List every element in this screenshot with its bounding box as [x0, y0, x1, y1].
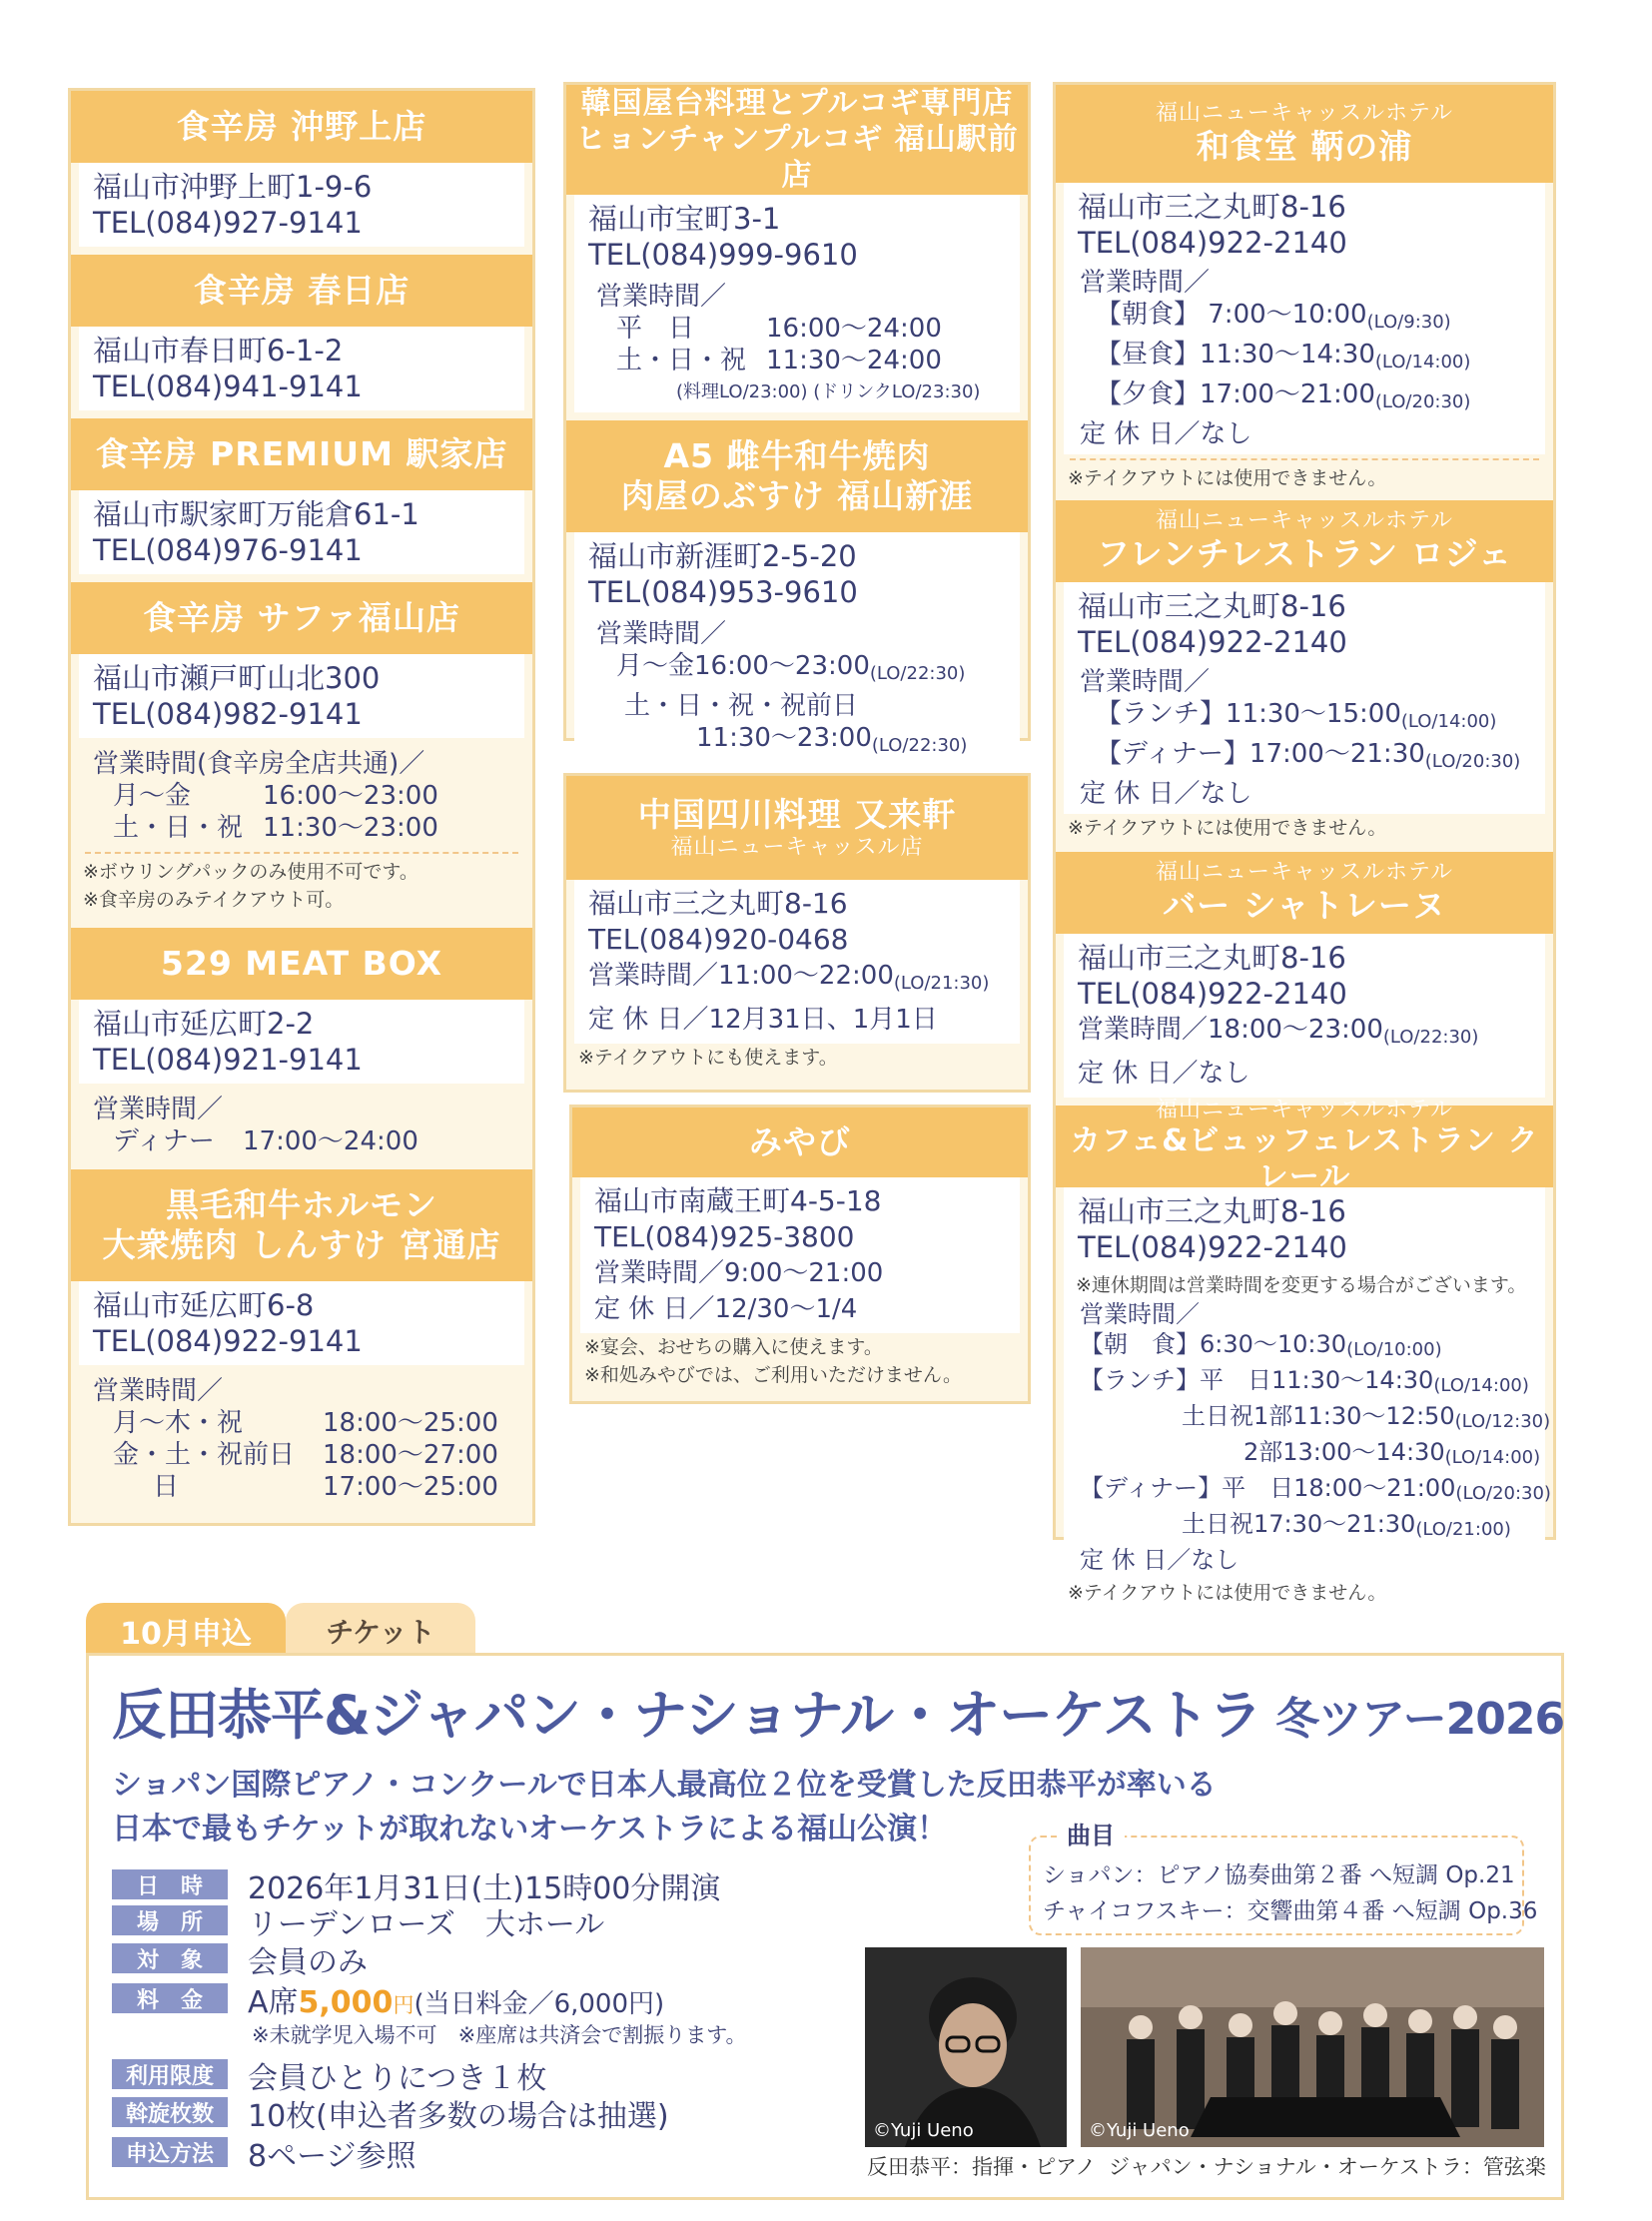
- store-column-2: [563, 82, 1031, 756]
- store-subname: 福山ニューキャッスルホテル: [1156, 508, 1453, 533]
- hours-heading: 営業時間／: [93, 1095, 224, 1124]
- store-column-2b: [563, 773, 1031, 1093]
- hours-time: 18:00～27:00: [323, 1440, 498, 1470]
- store-address: 福山市三之丸町8-16: [588, 887, 848, 920]
- store-name: 食辛房 サファ福山店: [143, 598, 460, 638]
- conductor-portrait-image: [865, 1947, 1067, 2147]
- hours-time: 【ディナー】17:00～21:30: [1096, 739, 1425, 769]
- store-header: [1056, 852, 1553, 934]
- store-note: ※宴会、おせちの購入に使えます。: [584, 1336, 883, 1358]
- store-address: 福山市宝町3-1: [588, 202, 781, 236]
- label-target: 対 象: [112, 1943, 228, 1973]
- label-limit: 利用限度: [112, 2059, 228, 2089]
- last-order-note: (LO/20:30): [1424, 751, 1521, 772]
- store-address: 福山市三之丸町8-16: [1078, 190, 1346, 224]
- last-order-note: (LO/22:30): [869, 663, 966, 684]
- store-note: ※テイクアウトには使用できません。: [1068, 467, 1387, 489]
- store-name: 韓国屋台料理とプルコギ専門店: [580, 86, 1014, 121]
- store-note: ※ボウリングパックのみ使用不可です。: [83, 861, 418, 883]
- store-note: ※食辛房のみテイクアウト可。: [83, 889, 345, 911]
- store-info: [1064, 183, 1545, 267]
- store-tel: TEL(084)976-9141: [93, 533, 363, 567]
- concert-title: [112, 1673, 1564, 1750]
- store-subname: 福山ニューキャッスルホテル: [1156, 1097, 1453, 1122]
- store-info: [79, 1000, 524, 1084]
- store-hours: [574, 616, 1020, 766]
- hours-day: 平 日: [616, 314, 695, 344]
- store-name: ヒョンチャンプルコギ 福山駅前店: [575, 122, 1019, 193]
- store-header: [566, 85, 1028, 195]
- hours-heading: 営業時間／: [93, 1376, 224, 1406]
- hours-heading: 営業時間／: [1080, 1300, 1200, 1328]
- price-note: ※未就学児入場不可: [252, 2023, 437, 2047]
- hours-day: 土・日・祝・祝前日: [624, 691, 859, 721]
- program-box: [1029, 1836, 1538, 1935]
- store-info: [79, 1281, 524, 1365]
- lead-text: 日本で最もチケットが取れないオーケストラによる福山公演！: [112, 1812, 948, 1847]
- store-name: 食辛房 沖野上店: [176, 107, 427, 147]
- store-note: ※連休期間は営業時間を変更する場合がございます。: [1064, 1271, 1545, 1299]
- label-venue: 場 所: [112, 1905, 228, 1935]
- event-limit: 会員ひとりにつき１枚: [248, 2061, 547, 2096]
- store-address: 福山市三之丸町8-16: [1078, 941, 1346, 975]
- store-header: [71, 418, 532, 490]
- hours-heading: 営業時間(食辛房全店共通)／: [93, 749, 425, 779]
- store-address: 福山市沖野上町1-9-6: [93, 170, 373, 204]
- store-name: バー シャトレーヌ: [1163, 886, 1446, 926]
- store-header: [1056, 85, 1553, 183]
- store-header: [71, 1169, 532, 1281]
- hours-time: 【朝 食】6:30～10:30: [1080, 1330, 1347, 1358]
- hours-time: 土日祝17:30～21:30: [1182, 1510, 1416, 1538]
- store-name: 食辛房 春日店: [193, 271, 411, 311]
- hours-day: 土・日・祝: [616, 346, 747, 375]
- program-item: チャイコフスキー：交響曲第４番 へ短調 Op.36: [1043, 1898, 1538, 1924]
- last-order-note: (LO/21:30): [893, 973, 990, 994]
- category-tab-label: チケット: [326, 1616, 435, 1649]
- store-header: [71, 928, 532, 1000]
- store-address: 福山市延広町2-2: [93, 1007, 315, 1041]
- hours-day: 月～木・祝: [113, 1408, 244, 1438]
- event-target: 会員のみ: [248, 1945, 368, 1980]
- store-address: 福山市三之丸町8-16: [1078, 1194, 1346, 1228]
- store-tel: TEL(084)920-0468: [588, 923, 849, 956]
- last-order-note: (LO/20:30): [1374, 391, 1471, 412]
- store-name: フレンチレストラン ロジェ: [1096, 534, 1513, 574]
- store-header: [1056, 500, 1553, 582]
- price-notes: [252, 2019, 747, 2049]
- store-note: ※和処みやびでは、ご利用いただけません。: [584, 1364, 963, 1386]
- event-date: 2026年1月31日(土)15時00分開演: [248, 1871, 721, 1906]
- store-tel: TEL(084)921-9141: [93, 1043, 363, 1077]
- last-order-note: (LO/14:00): [1444, 1447, 1541, 1468]
- last-order-note: (LO/14:00): [1374, 352, 1471, 372]
- divider: [85, 852, 518, 854]
- store-hours: [574, 279, 1020, 412]
- last-order-note: (LO/14:00): [1433, 1375, 1529, 1396]
- store-name: みやび: [749, 1122, 851, 1162]
- category-tab: [286, 1603, 475, 1659]
- hours-time: 【ランチ】11:30～15:00: [1096, 699, 1401, 729]
- holiday: 定 休 日／12月31日、1月1日: [588, 1005, 938, 1035]
- hours-time: 17:00～25:00: [323, 1472, 498, 1502]
- last-order-note: (LO/21:00): [1415, 1519, 1511, 1540]
- program-heading: 曲目: [1057, 1816, 1125, 1851]
- hours-day: 月～金: [113, 781, 192, 811]
- store-subname: 福山ニューキャッスルホテル: [1156, 860, 1453, 885]
- hours-time: 11:30～24:00: [766, 346, 942, 375]
- photo-caption: ジャパン・ナショナル・オーケストラ：管弦楽: [1109, 2155, 1546, 2179]
- store-address: 福山市三之丸町8-16: [1078, 589, 1346, 623]
- hours-heading: 営業時間／: [1080, 667, 1211, 697]
- last-order-note: (LO/14:00): [1400, 711, 1497, 732]
- store-name: 和食堂 鞆の浦: [1196, 127, 1413, 167]
- last-order-note: (LO/22:30): [1382, 1027, 1479, 1048]
- store-info: [574, 532, 1020, 616]
- store-address: 福山市延広町6-8: [93, 1288, 315, 1322]
- last-order-note: (LO/10:00): [1346, 1339, 1442, 1360]
- price-seat: A席: [248, 1985, 299, 2020]
- store-header: [71, 582, 532, 654]
- store-header: [1056, 1097, 1553, 1195]
- store-hours: [1064, 666, 1545, 814]
- store-column-2c: [569, 1105, 1031, 1404]
- hours-heading: 営業時間／: [1080, 268, 1211, 298]
- store-name: 529 MEAT BOX: [160, 944, 443, 984]
- label-apply: 申込方法: [112, 2137, 228, 2167]
- store-hours: [71, 738, 532, 848]
- store-info: [580, 1177, 1020, 1333]
- hours-day: 金・土・祝前日: [113, 1440, 296, 1470]
- month-tab-label: 10月申込: [120, 1617, 252, 1652]
- conductor-photo: [865, 1947, 1067, 2147]
- store-note: ※テイクアウトには使用できません。: [1068, 817, 1387, 839]
- hours-time: 土日祝1部11:30～12:50: [1182, 1402, 1455, 1430]
- store-header: [572, 1108, 1028, 1177]
- store-header: [71, 255, 532, 327]
- store-tel: TEL(084)922-9141: [93, 1324, 363, 1358]
- hours-day: ディナー: [113, 1126, 215, 1156]
- store-name: 肉屋のぶすけ 福山新涯: [620, 476, 974, 515]
- label-date: 日 時: [112, 1869, 228, 1899]
- store-info: [1064, 934, 1545, 1098]
- program-item: ショパン：ピアノ協奏曲第２番 へ短調 Op.21: [1043, 1862, 1515, 1888]
- concert-title-main: 反田恭平&ジャパン・ナショナル・オーケストラ: [112, 1684, 1261, 1747]
- store-tel: TEL(084)922-2140: [1078, 977, 1347, 1011]
- store-address: 福山市駅家町万能倉61-1: [93, 497, 419, 531]
- store-subname: 福山ニューキャッスル店: [670, 834, 924, 860]
- store-info: [574, 195, 1020, 279]
- hours-time: 11:30～23:00: [263, 813, 438, 843]
- last-order-note: (LO/20:30): [1455, 1483, 1551, 1504]
- store-name: 食辛房 PREMIUM 駅家店: [95, 434, 508, 474]
- hours-time: 【ディナー】平 日18:00～21:00: [1080, 1474, 1456, 1502]
- store-header: [71, 91, 532, 163]
- hours-time: 【夕食】17:00～21:00: [1096, 379, 1375, 409]
- label-count: 斡旋枚数: [112, 2097, 228, 2127]
- store-address: 福山市瀬戸町山北300: [93, 661, 381, 695]
- hours-time: 16:00～24:00: [766, 314, 942, 344]
- hours-time: 【昼食】11:30～14:30: [1096, 340, 1375, 370]
- orchestra-photo: [1081, 1947, 1544, 2147]
- store-tel: TEL(084)922-2140: [1078, 226, 1347, 260]
- store-tel: TEL(084)941-9141: [93, 370, 363, 403]
- store-hours: [71, 1365, 532, 1507]
- store-name: 大衆焼肉 しんすけ 宮通店: [102, 1225, 501, 1264]
- hours-time: 18:00～25:00: [323, 1408, 498, 1438]
- hours-time: 営業時間／18:00～23:00: [1078, 1015, 1383, 1045]
- store-tel: TEL(084)953-9610: [588, 575, 858, 609]
- store-header: [566, 776, 1028, 880]
- price-unit: 円: [393, 1993, 414, 2017]
- store-info: [574, 880, 1020, 1044]
- last-order-note: (LO/22:30): [871, 735, 968, 756]
- store-name: 黒毛和牛ホルモン: [166, 1185, 437, 1225]
- store-hours: [1064, 267, 1545, 454]
- holiday: 定 休 日／なし: [1080, 419, 1252, 449]
- concert-title-sub: 冬ツアー2026: [1275, 1694, 1565, 1745]
- hours-time: 17:00～24:00: [243, 1126, 418, 1156]
- store-column-1: [68, 88, 535, 1526]
- hours-time: 2部13:00～14:30: [1243, 1438, 1445, 1466]
- hours-heading: 営業時間／: [596, 282, 727, 312]
- store-info: [79, 163, 524, 247]
- last-order-note: (LO/9:30): [1366, 312, 1451, 333]
- event-price: [248, 1977, 664, 2021]
- hours-time: 16:00～23:00: [263, 781, 438, 811]
- holiday: 定 休 日／なし: [1080, 1546, 1239, 1574]
- price-value: 5,000: [298, 1985, 394, 2020]
- lead-text: ショパン国際ピアノ・コンクールで日本人最高位２位を受賞した反田恭平が率いる: [112, 1768, 1217, 1803]
- store-subname: 福山ニューキャッスルホテル: [1156, 101, 1453, 126]
- store-tel: TEL(084)922-2140: [1078, 1230, 1347, 1264]
- store-name: A5 雌牛和牛焼肉: [663, 436, 931, 476]
- hours-day: 日: [153, 1472, 180, 1502]
- store-hours: [71, 1084, 532, 1161]
- month-tab: [86, 1603, 286, 1659]
- store-info: [1064, 582, 1545, 666]
- last-order-note: (料理LO/23:00) (ドリンクLO/23:30): [676, 381, 981, 402]
- orchestra-group-image: [1081, 1947, 1544, 2147]
- hours-day: 土・日・祝: [113, 813, 244, 843]
- store-note: ※テイクアウトにも使えます。: [578, 1047, 838, 1069]
- hours-time: 営業時間／9:00～21:00: [594, 1258, 884, 1288]
- store-tel: TEL(084)999-9610: [588, 238, 858, 272]
- store-tel: TEL(084)927-9141: [93, 206, 363, 240]
- store-name: カフェ&ビュッフェレストラン クレール: [1070, 1123, 1539, 1195]
- store-note: ※テイクアウトには使用できません。: [1068, 1582, 1387, 1604]
- store-tel: TEL(084)925-3800: [594, 1220, 855, 1253]
- photo-credit: ©Yuji Ueno: [873, 2120, 974, 2141]
- store-column-3: [1053, 82, 1556, 1604]
- store-info: [79, 654, 524, 738]
- hours-time: 月～金16:00～23:00: [616, 651, 870, 681]
- hours-time: 【ランチ】平 日11:30～14:30: [1080, 1366, 1434, 1394]
- holiday: 定 休 日／なし: [1078, 1059, 1250, 1089]
- hours-time: 11:30～23:00: [696, 723, 872, 753]
- hours-time: 【朝食】 7:00～10:00: [1096, 300, 1367, 330]
- store-tel: TEL(084)922-2140: [1078, 625, 1347, 659]
- store-address: 福山市新涯町2-5-20: [588, 539, 857, 573]
- store-name: 中国四川料理 又来軒: [637, 795, 957, 834]
- event-apply: 8ページ参照: [248, 2139, 416, 2174]
- photo-caption: 反田恭平：指揮・ピアノ: [867, 2155, 1097, 2179]
- event-venue: リーデンローズ 大ホール: [248, 1907, 605, 1942]
- store-tel: TEL(084)982-9141: [93, 697, 363, 731]
- divider: [1070, 458, 1539, 460]
- price-note: ※座席は共済会で割振ります。: [457, 2023, 747, 2047]
- label-price: 料 金: [112, 1983, 228, 2013]
- holiday: 定 休 日／なし: [1080, 779, 1252, 809]
- last-order-note: (LO/12:30): [1454, 1411, 1551, 1432]
- photo-credit: ©Yuji Ueno: [1089, 2120, 1190, 2141]
- holiday: 定 休 日／12/30～1/4: [594, 1294, 858, 1324]
- store-header: [566, 420, 1028, 532]
- hours-heading: 営業時間／: [596, 619, 727, 649]
- store-info: [79, 490, 524, 574]
- price-door: (当日料金／6,000円): [413, 1989, 665, 2019]
- event-count: 10枚(申込者多数の場合は抽選): [248, 2099, 669, 2134]
- hours-time: 営業時間／11:00～22:00: [588, 961, 894, 991]
- store-info: [79, 327, 524, 410]
- store-hours: [1064, 1299, 1551, 1579]
- store-info: [1064, 1187, 1545, 1271]
- store-address: 福山市南蔵王町4-5-18: [594, 1184, 882, 1217]
- store-address: 福山市春日町6-1-2: [93, 334, 344, 368]
